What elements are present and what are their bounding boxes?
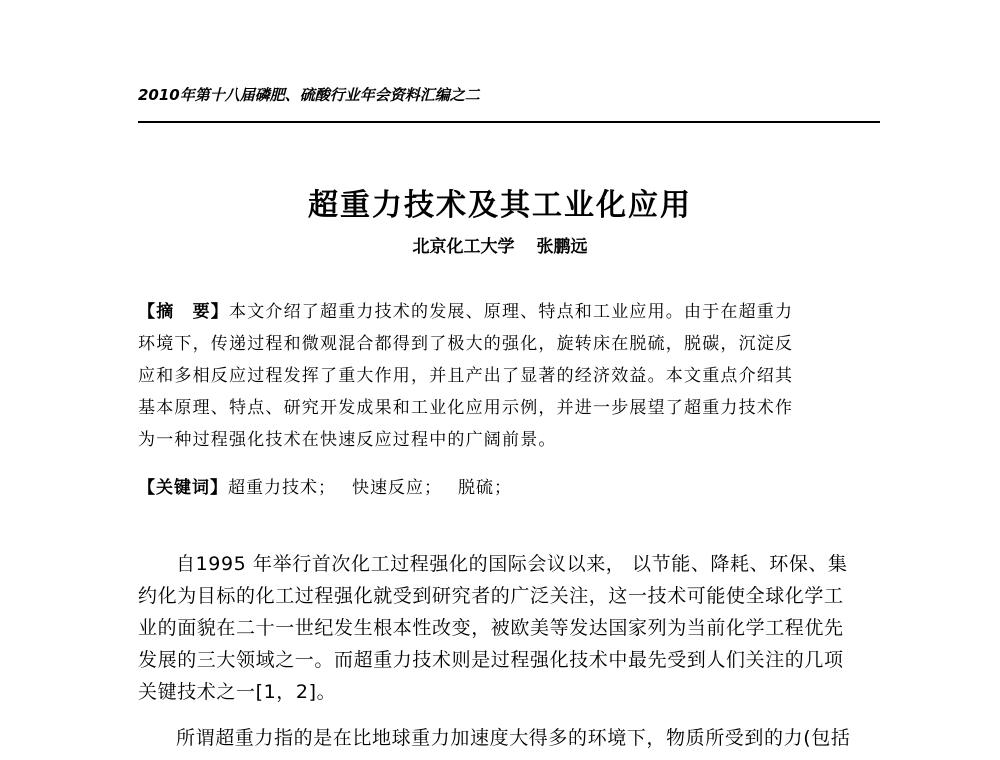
keyword: 脱硫； bbox=[458, 478, 512, 498]
keywords-label: 【关键词】 bbox=[138, 478, 228, 498]
body-paragraph-1 bbox=[138, 548, 880, 708]
running-head: 2010年第十八届磷肥、硫酸行业年会资料汇编之二 bbox=[138, 86, 480, 104]
abstract bbox=[138, 296, 880, 456]
abstract-line: 应和多相反应过程发挥了重大作用，并且产出了显著的经济效益。本文重点介绍其 bbox=[138, 366, 794, 386]
body-line: 关键技术之一[1，2]。 bbox=[138, 681, 337, 703]
abstract-line: 环境下，传递过程和微观混合都得到了极大的强化，旋转床在脱硫，脱碳，沉淀反 bbox=[138, 334, 794, 354]
abstract-line: 【摘 要】本文介绍了超重力技术的发展、原理、特点和工业应用。由于在超重力 bbox=[138, 302, 794, 322]
byline bbox=[0, 232, 1000, 257]
keywords bbox=[138, 473, 528, 498]
paper-title: 超重力技术及其工业化应用 bbox=[308, 188, 692, 223]
affiliation: 北京化工大学 bbox=[412, 237, 515, 257]
body-line: 自1995 年举行首次化工过程强化的国际会议以来， 以节能、降耗、环保、集 bbox=[176, 553, 848, 575]
abstract-line: 为一种过程强化技术在快速反应过程中的广阔前景。 bbox=[138, 430, 557, 450]
author: 张鹏远 bbox=[536, 237, 588, 257]
header-rule bbox=[138, 121, 880, 123]
keyword: 快速反应； bbox=[352, 478, 442, 498]
body-line: 约化为目标的化工过程强化就受到研究者的广泛关注，这一技术可能使全球化学工 bbox=[138, 585, 844, 607]
keyword: 超重力技术； bbox=[228, 478, 336, 498]
body-line: 业的面貌在二十一世纪发生根本性改变，被欧美等发达国家列为当前化学工程优先 bbox=[138, 617, 844, 639]
abstract-line: 基本原理、特点、研究开发成果和工业化应用示例，并进一步展望了超重力技术作 bbox=[138, 398, 794, 418]
abstract-label: 【摘 要】 bbox=[138, 302, 229, 322]
body-line: 发展的三大领域之一。而超重力技术则是过程强化技术中最先受到人们关注的几项 bbox=[138, 649, 844, 671]
body-paragraph-2: 所谓超重力指的是在比地球重力加速度大得多的环境下，物质所受到的力(包括 bbox=[176, 727, 851, 749]
